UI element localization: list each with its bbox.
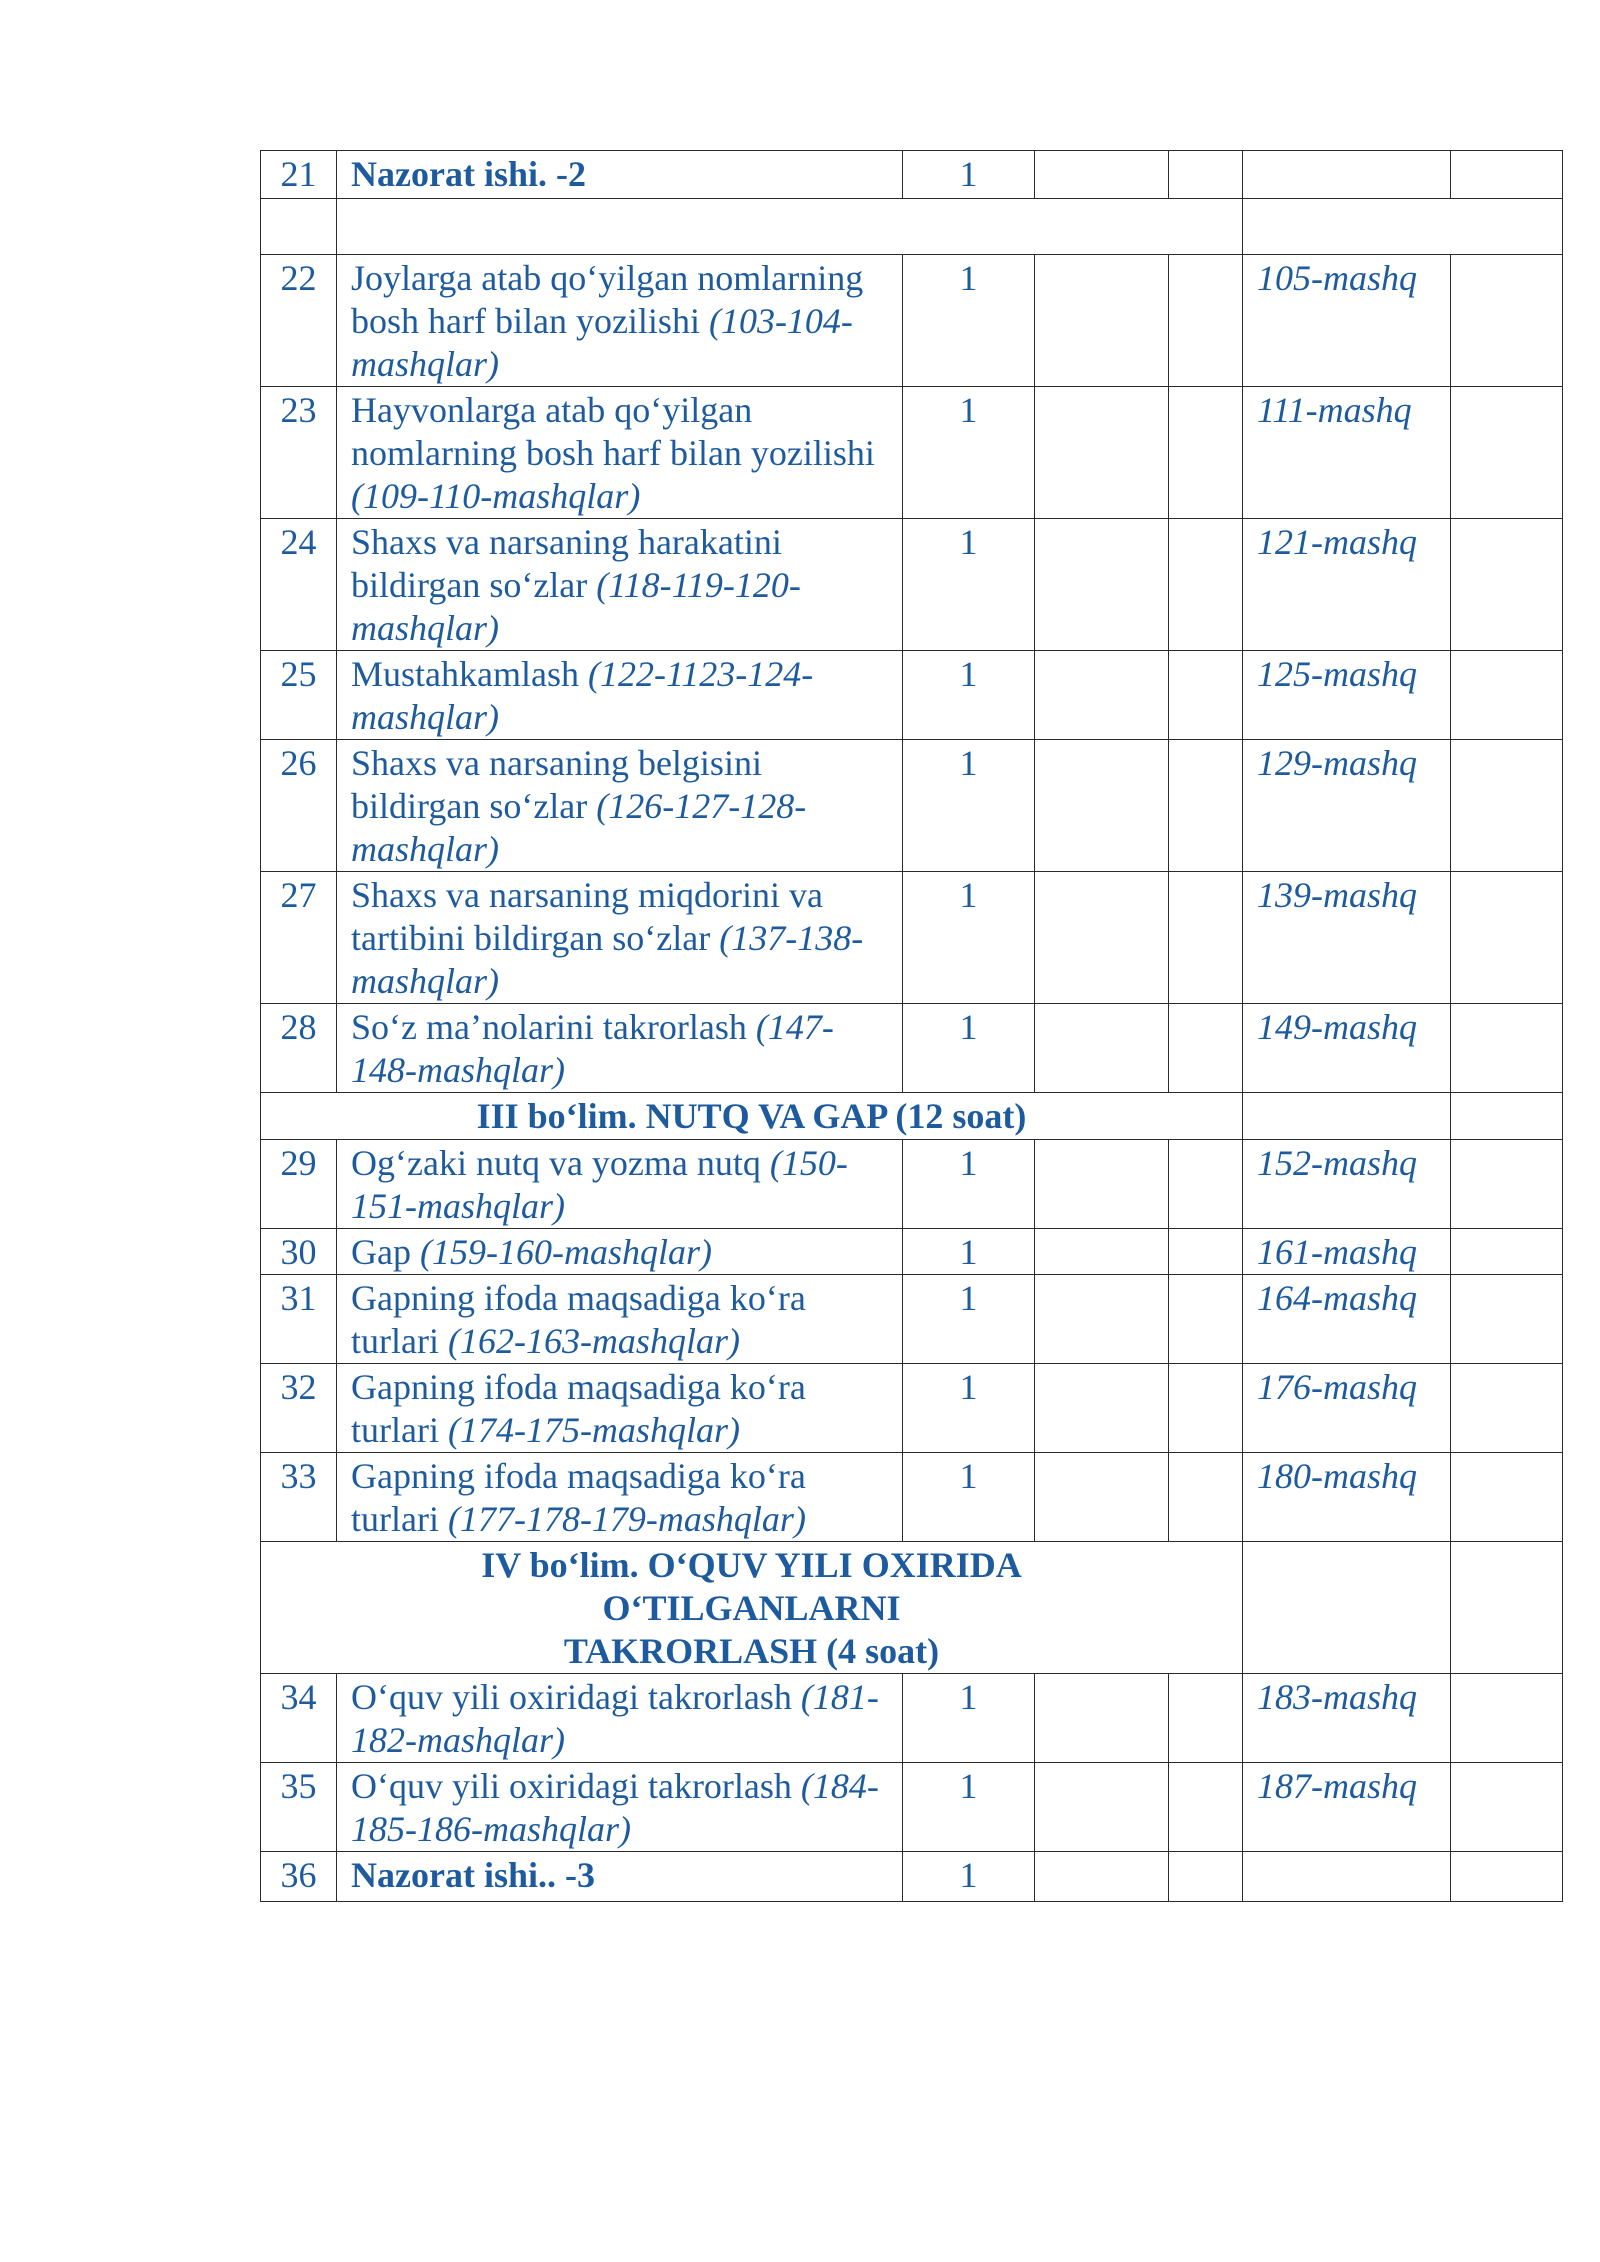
lesson-topic [337, 387, 903, 519]
empty-cell [1451, 1763, 1563, 1852]
empty-cell [1169, 1140, 1243, 1229]
lesson-hours: 1 [903, 1275, 1035, 1364]
lesson-homework: 187-mashq [1243, 1763, 1451, 1852]
lesson-homework: 105-mashq [1243, 255, 1451, 387]
empty-cell [1451, 1674, 1563, 1763]
lesson-homework: 180-mashq [1243, 1453, 1451, 1542]
section-title-line: TAKRORLASH (4 soat) [563, 1631, 940, 1671]
lesson-homework: 125-mashq [1243, 651, 1451, 740]
empty-cell [261, 199, 337, 255]
lesson-hours: 1 [903, 872, 1035, 1004]
section-title [261, 1542, 1243, 1674]
lesson-exercises: (122-1123-124-mashqlar) [351, 654, 814, 737]
lesson-number: 26 [261, 740, 337, 872]
empty-cell [1035, 255, 1169, 387]
lesson-number: 36 [261, 1852, 337, 1902]
empty-cell [1451, 740, 1563, 872]
lesson-row [261, 1364, 1563, 1453]
empty-cell [1035, 1453, 1169, 1542]
lesson-row [261, 151, 1563, 199]
lesson-topic [337, 1852, 903, 1902]
lesson-exercises: (109-110-mashqlar) [351, 476, 641, 516]
lesson-topic [337, 1364, 903, 1453]
lesson-title: Mustahkamlash [351, 654, 588, 694]
lesson-title: Joylarga atab qo‘yilgan nomlarning bosh harf bilan yozilishi [351, 258, 864, 341]
empty-cell [1451, 151, 1563, 199]
lesson-title: Shaxs va narsaning miqdorini va tartibini bildirgan so‘zlar [351, 875, 823, 958]
lesson-exercises: (147-148-mashqlar) [351, 1007, 834, 1090]
empty-cell [1035, 1004, 1169, 1093]
lesson-title: O‘quv yili oxiridagi takrorlash [351, 1766, 801, 1806]
lesson-number: 30 [261, 1229, 337, 1275]
lesson-number: 28 [261, 1004, 337, 1093]
blank-row [261, 199, 1563, 255]
lesson-topic [337, 151, 903, 199]
lesson-exercises: (162-163-mashqlar) [447, 1321, 740, 1361]
empty-cell [1451, 1852, 1563, 1902]
empty-cell [1169, 1229, 1243, 1275]
lesson-plan-table [260, 150, 1563, 1902]
lesson-hours: 1 [903, 151, 1035, 199]
lesson-row [261, 387, 1563, 519]
lesson-title: Hayvonlarga atab qo‘yilgan nomlarning bosh harf bilan yozilishi [351, 390, 875, 473]
empty-cell [1451, 519, 1563, 651]
lesson-exercises: (181-182-mashqlar) [351, 1677, 879, 1760]
empty-cell [337, 199, 1243, 255]
lesson-hours: 1 [903, 740, 1035, 872]
lesson-exercises: (118-119-120-mashqlar) [351, 565, 801, 648]
lesson-title: Og‘zaki nutq va yozma nutq [351, 1143, 770, 1183]
lesson-number: 32 [261, 1364, 337, 1453]
empty-cell [1169, 1674, 1243, 1763]
lesson-topic [337, 255, 903, 387]
lesson-homework: 111-mashq [1243, 387, 1451, 519]
empty-cell [1035, 740, 1169, 872]
lesson-title: Shaxs va narsaning belgisini bildirgan so‘zlar [351, 743, 762, 826]
lesson-exercises: (177-178-179-mashqlar) [447, 1499, 806, 1539]
empty-cell [1169, 872, 1243, 1004]
lesson-homework: 152-mashq [1243, 1140, 1451, 1229]
lesson-exercises: (126-127-128-mashqlar) [351, 786, 807, 869]
lesson-homework: 161-mashq [1243, 1229, 1451, 1275]
lesson-topic [337, 1763, 903, 1852]
empty-cell [1243, 1542, 1451, 1674]
empty-cell [1169, 255, 1243, 387]
empty-cell [1035, 1275, 1169, 1364]
empty-cell [1169, 651, 1243, 740]
lesson-exercises: (184-185-186-mashqlar) [351, 1766, 879, 1849]
lesson-row [261, 1229, 1563, 1275]
section-header-row [261, 1542, 1563, 1674]
empty-cell [1451, 255, 1563, 387]
lesson-topic [337, 1004, 903, 1093]
lesson-topic [337, 1229, 903, 1275]
lesson-topic [337, 1453, 903, 1542]
lesson-number: 27 [261, 872, 337, 1004]
lesson-exercises: (150-151-mashqlar) [351, 1143, 848, 1226]
empty-cell [1243, 1093, 1451, 1140]
lesson-row [261, 255, 1563, 387]
lesson-homework: 139-mashq [1243, 872, 1451, 1004]
section-title [261, 1093, 1243, 1140]
section-title-line: IV bo‘lim. O‘QUV YILI OXIRIDA [481, 1545, 1022, 1585]
empty-cell [1035, 1674, 1169, 1763]
empty-cell [1169, 1852, 1243, 1902]
lesson-hours: 1 [903, 651, 1035, 740]
lesson-exercises: (159-160-mashqlar) [419, 1232, 712, 1272]
lesson-title: Nazorat ishi.. -3 [351, 1855, 595, 1895]
lesson-hours: 1 [903, 1674, 1035, 1763]
section-header-row [261, 1093, 1563, 1140]
lesson-number: 31 [261, 1275, 337, 1364]
lesson-number: 34 [261, 1674, 337, 1763]
empty-cell [1035, 651, 1169, 740]
lesson-title: Nazorat ishi. -2 [351, 154, 586, 194]
lesson-row [261, 1674, 1563, 1763]
lesson-homework: 149-mashq [1243, 1004, 1451, 1093]
lesson-topic [337, 1674, 903, 1763]
lesson-topic [337, 1275, 903, 1364]
lesson-row [261, 651, 1563, 740]
lesson-hours: 1 [903, 387, 1035, 519]
empty-cell [1451, 1004, 1563, 1093]
lesson-number: 24 [261, 519, 337, 651]
lesson-number: 35 [261, 1763, 337, 1852]
empty-cell [1451, 1229, 1563, 1275]
lesson-homework: 164-mashq [1243, 1275, 1451, 1364]
empty-cell [1169, 1004, 1243, 1093]
lesson-topic [337, 872, 903, 1004]
empty-cell [1451, 1140, 1563, 1229]
section-title-line: O‘TILGANLARNI [602, 1588, 901, 1628]
lesson-hours: 1 [903, 1140, 1035, 1229]
lesson-title: Gapning ifoda maqsadiga ko‘ra turlari [351, 1456, 806, 1539]
empty-cell [1451, 1364, 1563, 1453]
lesson-number: 23 [261, 387, 337, 519]
lesson-row [261, 872, 1563, 1004]
empty-cell [1451, 1093, 1563, 1140]
empty-cell [1169, 1453, 1243, 1542]
lesson-row [261, 1453, 1563, 1542]
lesson-title: So‘z ma’nolarini takrorlash [351, 1007, 756, 1047]
lesson-homework: 183-mashq [1243, 1674, 1451, 1763]
empty-cell [1035, 1852, 1169, 1902]
lesson-row [261, 1763, 1563, 1852]
empty-cell [1451, 1542, 1563, 1674]
lesson-topic [337, 519, 903, 651]
lesson-hours: 1 [903, 1852, 1035, 1902]
empty-cell [1035, 1140, 1169, 1229]
empty-cell [1243, 199, 1563, 255]
lesson-topic [337, 740, 903, 872]
empty-cell [1451, 1453, 1563, 1542]
empty-cell [1169, 1275, 1243, 1364]
empty-cell [1035, 1364, 1169, 1453]
lesson-homework [1243, 151, 1451, 199]
empty-cell [1169, 519, 1243, 651]
empty-cell [1451, 387, 1563, 519]
lesson-homework: 129-mashq [1243, 740, 1451, 872]
lesson-row [261, 1140, 1563, 1229]
lesson-number: 22 [261, 255, 337, 387]
empty-cell [1169, 1763, 1243, 1852]
empty-cell [1451, 651, 1563, 740]
empty-cell [1035, 1229, 1169, 1275]
lesson-exercises: (174-175-mashqlar) [447, 1410, 740, 1450]
lesson-number: 21 [261, 151, 337, 199]
section-title-line: III bo‘lim. NUTQ VA GAP (12 soat) [476, 1096, 1027, 1136]
lesson-topic [337, 1140, 903, 1229]
lesson-title: Gap [351, 1232, 420, 1272]
lesson-hours: 1 [903, 1453, 1035, 1542]
lesson-number: 25 [261, 651, 337, 740]
lesson-title: O‘quv yili oxiridagi takrorlash [351, 1677, 801, 1717]
empty-cell [1035, 387, 1169, 519]
empty-cell [1169, 151, 1243, 199]
empty-cell [1169, 387, 1243, 519]
lesson-number: 29 [261, 1140, 337, 1229]
lesson-row [261, 519, 1563, 651]
empty-cell [1169, 1364, 1243, 1453]
lesson-homework [1243, 1852, 1451, 1902]
lesson-row [261, 1004, 1563, 1093]
lesson-hours: 1 [903, 1364, 1035, 1453]
lesson-homework: 176-mashq [1243, 1364, 1451, 1453]
empty-cell [1035, 1763, 1169, 1852]
lesson-title: Gapning ifoda maqsadiga ko‘ra turlari [351, 1367, 806, 1450]
lesson-row [261, 740, 1563, 872]
lesson-exercises: (137-138-mashqlar) [351, 918, 864, 1001]
lesson-title: Gapning ifoda maqsadiga ko‘ra turlari [351, 1278, 806, 1361]
lesson-hours: 1 [903, 1229, 1035, 1275]
lesson-number: 33 [261, 1453, 337, 1542]
lesson-title: Shaxs va narsaning harakatini bildirgan so‘zlar [351, 522, 782, 605]
lesson-topic [337, 651, 903, 740]
empty-cell [1035, 519, 1169, 651]
empty-cell [1451, 1275, 1563, 1364]
empty-cell [1451, 872, 1563, 1004]
lesson-hours: 1 [903, 1004, 1035, 1093]
empty-cell [1035, 872, 1169, 1004]
lesson-hours: 1 [903, 1763, 1035, 1852]
lesson-row [261, 1275, 1563, 1364]
lesson-homework: 121-mashq [1243, 519, 1451, 651]
empty-cell [1035, 151, 1169, 199]
lesson-row [261, 1852, 1563, 1902]
lesson-hours: 1 [903, 519, 1035, 651]
lesson-hours: 1 [903, 255, 1035, 387]
empty-cell [1169, 740, 1243, 872]
lesson-exercises: (103-104-mashqlar) [351, 301, 853, 384]
